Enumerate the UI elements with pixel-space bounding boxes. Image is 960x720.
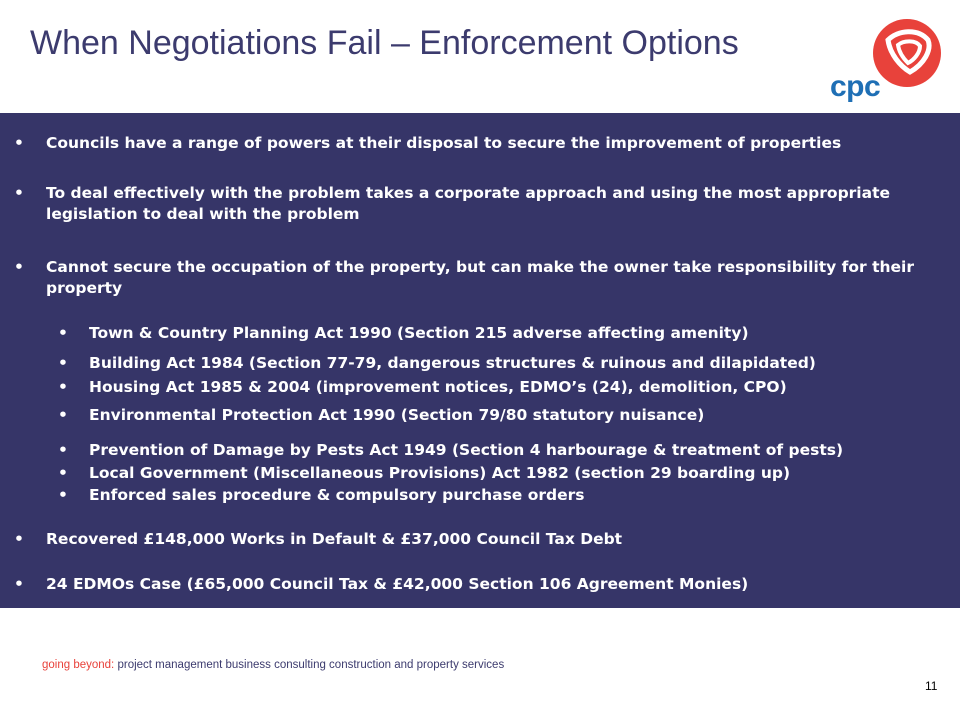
bullet-icon: • bbox=[14, 134, 24, 152]
bullet-icon: • bbox=[58, 406, 68, 424]
sub-bullet-item bbox=[58, 377, 948, 398]
bullet-icon: • bbox=[58, 324, 68, 342]
bullet-text: To deal effectively with the problem takes a corporate approach and using the most appropriate legislation to deal with the problem bbox=[46, 184, 891, 223]
footer-services: project management business consulting construction and property services bbox=[117, 659, 505, 671]
slide-title: When Negotiations Fail – Enforcement Options bbox=[30, 24, 739, 62]
sub-bullet-text: Building Act 1984 (Section 77-79, dangerous structures & ruinous and dilapidated) bbox=[89, 354, 816, 372]
sub-bullet-text: Prevention of Damage by Pests Act 1949 (Section 4 harbourage & treatment of pests) bbox=[89, 441, 844, 459]
bullet-icon: • bbox=[58, 378, 68, 396]
bullet-item bbox=[14, 529, 954, 550]
bullet-item bbox=[14, 257, 954, 299]
bullet-text: Recovered £148,000 Works in Default & £37,000 Council Tax Debt bbox=[46, 530, 623, 548]
sub-bullet-item bbox=[58, 440, 948, 461]
bullet-item bbox=[14, 183, 954, 225]
bullet-icon: • bbox=[14, 530, 24, 548]
sub-bullet-item bbox=[58, 353, 948, 374]
cpc-logo-text: cpc bbox=[830, 70, 881, 103]
sub-bullet-text: Housing Act 1985 & 2004 (improvement notices, EDMO’s (24), demolition, CPO) bbox=[89, 378, 787, 396]
bullet-item bbox=[14, 133, 954, 154]
sub-bullet-item bbox=[58, 323, 948, 344]
bullet-text: Cannot secure the occupation of the property, but can make the owner take responsibility for their property bbox=[46, 258, 915, 297]
bullet-text: 24 EDMOs Case (£65,000 Council Tax & £42,000 Section 106 Agreement Monies) bbox=[46, 575, 749, 593]
footer-lead: going beyond: bbox=[42, 659, 115, 671]
footer-tagline bbox=[42, 659, 504, 671]
cpc-logo bbox=[826, 18, 946, 104]
bullet-text: Councils have a range of powers at their disposal to secure the improvement of properties bbox=[46, 134, 842, 152]
sub-bullet-item bbox=[58, 463, 948, 484]
page-number: 11 bbox=[925, 679, 938, 693]
bullet-icon: • bbox=[58, 354, 68, 372]
sub-bullet-text: Local Government (Miscellaneous Provisions) Act 1982 (section 29 boarding up) bbox=[89, 464, 791, 482]
sub-bullet-item bbox=[58, 485, 948, 506]
sub-bullet-text: Enforced sales procedure & compulsory purchase orders bbox=[89, 486, 585, 504]
sub-bullet-text: Environmental Protection Act 1990 (Section 79/80 statutory nuisance) bbox=[89, 406, 705, 424]
cpc-logo-mark-icon bbox=[872, 18, 942, 88]
bullet-icon: • bbox=[58, 441, 68, 459]
bullet-icon: • bbox=[14, 184, 24, 202]
sub-bullet-text: Town & Country Planning Act 1990 (Section 215 adverse affecting amenity) bbox=[89, 324, 749, 342]
sub-bullet-item bbox=[58, 405, 948, 426]
bullet-icon: • bbox=[14, 258, 24, 276]
bullet-icon: • bbox=[58, 486, 68, 504]
bullet-icon: • bbox=[14, 575, 24, 593]
bullet-item bbox=[14, 574, 954, 595]
bullet-icon: • bbox=[58, 464, 68, 482]
